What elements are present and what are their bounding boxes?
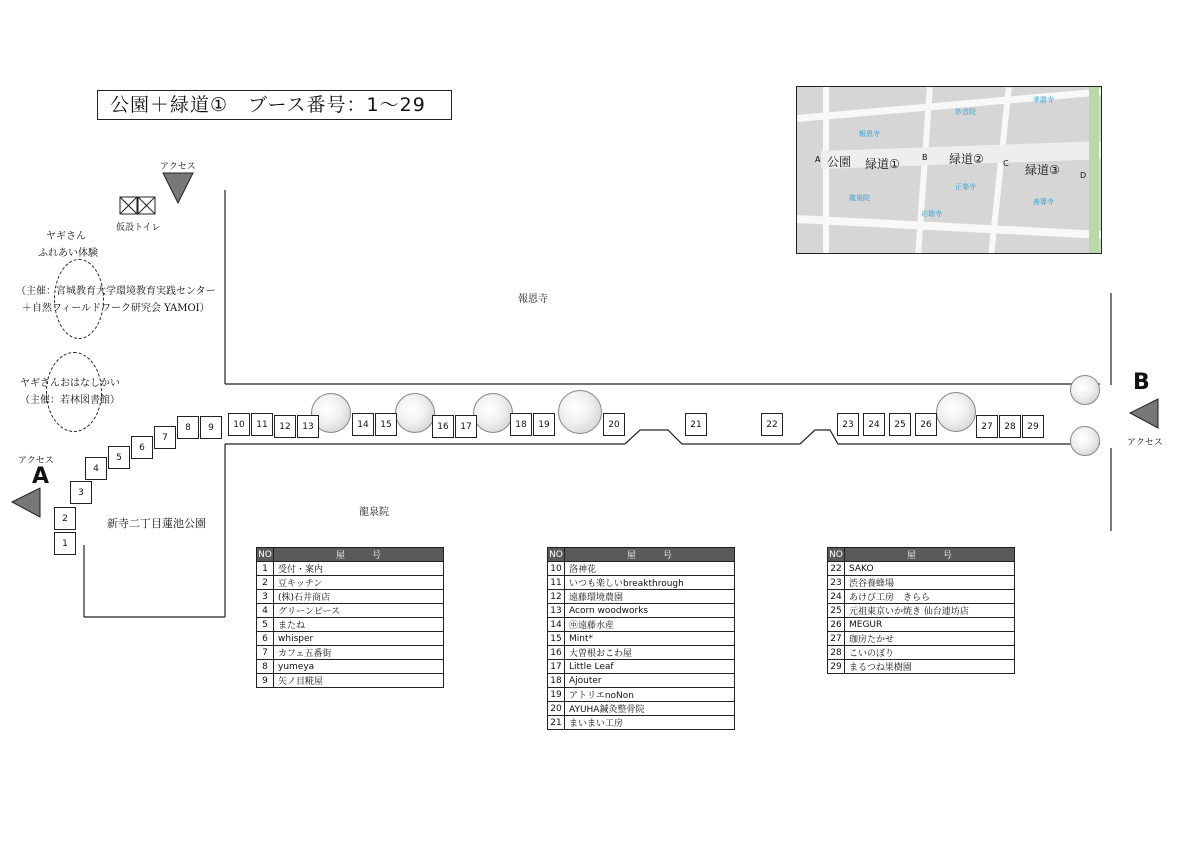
legend-header-no: NO <box>549 549 563 560</box>
legend-table-2 <box>547 547 735 730</box>
legend-row <box>548 646 735 660</box>
tree <box>558 390 602 434</box>
legend-shop-name: 珈房たかせ <box>845 632 1015 646</box>
booth-14[interactable]: 14 <box>352 413 374 436</box>
booth-29[interactable]: 29 <box>1022 415 1044 438</box>
legend-no: 9 <box>257 674 274 688</box>
booth-21[interactable]: 21 <box>685 413 707 436</box>
legend-row <box>548 716 735 730</box>
legend-no: 17 <box>548 660 565 674</box>
legend-row <box>828 632 1015 646</box>
booth-15[interactable]: 15 <box>375 413 397 436</box>
legend-no: 24 <box>828 590 845 604</box>
minimap-green1: 緑道① <box>865 157 900 171</box>
booth-1[interactable]: 1 <box>54 532 76 555</box>
booth-23[interactable]: 23 <box>837 413 859 436</box>
legend-shop-name: Mint* <box>565 632 735 646</box>
access-arrow-top <box>163 173 193 203</box>
legend-row <box>548 604 735 618</box>
legend-no: 12 <box>548 590 565 604</box>
legend-header-no: NO <box>258 549 272 560</box>
legend-row <box>257 590 444 604</box>
legend-shop-name: まるつね果樹園 <box>845 660 1015 674</box>
place-houonji: 報恩寺 <box>518 294 548 305</box>
booth-5[interactable]: 5 <box>108 446 130 469</box>
legend-header-name: 屋 号 <box>565 548 735 562</box>
booth-24[interactable]: 24 <box>863 413 885 436</box>
legend-no: 14 <box>548 618 565 632</box>
legend-header-name: 屋 号 <box>274 548 444 562</box>
booth-25[interactable]: 25 <box>889 413 911 436</box>
tree <box>936 392 976 432</box>
legend-shop-name: あけび工房 きらら <box>845 590 1015 604</box>
legend-shop-name: MEGUR <box>845 618 1015 632</box>
booth-16[interactable]: 16 <box>432 415 454 438</box>
legend-row <box>828 562 1015 576</box>
legend-no: 26 <box>828 618 845 632</box>
legend-row <box>548 702 735 716</box>
legend-shop-name: こいのぼり <box>845 646 1015 660</box>
booth-17[interactable]: 17 <box>455 415 477 438</box>
booth-19[interactable]: 19 <box>533 413 555 436</box>
legend-no: 19 <box>548 688 565 702</box>
goat-event-line4: ＋自然フィールドワーク研究会 YAMOI） <box>22 303 210 314</box>
legend-shop-name: 元祖東京いか焼き 仙台連坊店 <box>845 604 1015 618</box>
legend-row <box>257 646 444 660</box>
legend-shop-name: カフェ五番街 <box>274 646 444 660</box>
area-minimap <box>796 86 1102 254</box>
legend-row <box>257 660 444 674</box>
place-ryusenin: 龍泉院 <box>359 507 389 518</box>
legend-row <box>257 674 444 688</box>
minimap-point-d: D <box>1080 171 1087 180</box>
legend-row <box>548 688 735 702</box>
minimap-green3: 緑道③ <box>1025 163 1060 177</box>
legend-shop-name: 豆キッチン <box>274 576 444 590</box>
legend-shop-name: またね <box>274 618 444 632</box>
tree <box>1070 426 1100 456</box>
legend-row <box>257 618 444 632</box>
legend-row <box>257 562 444 576</box>
legend-row <box>828 660 1015 674</box>
booth-28[interactable]: 28 <box>999 415 1021 438</box>
legend-shop-name: 大曽根おこわ屋 <box>565 646 735 660</box>
tree <box>473 393 513 433</box>
legend-no: 2 <box>257 576 274 590</box>
booth-8[interactable]: 8 <box>177 416 199 439</box>
legend-row <box>548 590 735 604</box>
minimap-park: 公園 <box>827 155 852 169</box>
booth-27[interactable]: 27 <box>976 415 998 438</box>
booth-4[interactable]: 4 <box>85 457 107 480</box>
legend-header-row <box>257 548 444 562</box>
legend-shop-name: Little Leaf <box>565 660 735 674</box>
access-arrow-b <box>1130 399 1158 428</box>
legend-no: 22 <box>828 562 845 576</box>
legend-no: 16 <box>548 646 565 660</box>
legend-no: 29 <box>828 660 845 674</box>
legend-no: 28 <box>828 646 845 660</box>
legend-no: 25 <box>828 604 845 618</box>
minimap-point-b: B <box>922 153 928 162</box>
booth-12[interactable]: 12 <box>274 415 296 438</box>
booth-3[interactable]: 3 <box>70 481 92 504</box>
booth-26[interactable]: 26 <box>915 413 937 436</box>
legend-shop-name: ㊥遠藤水産 <box>565 618 735 632</box>
minimap-temple: 応瑞寺 <box>921 210 942 218</box>
legend-no: 10 <box>548 562 565 576</box>
legend-row <box>828 576 1015 590</box>
minimap-temple: 善導寺 <box>1033 198 1054 206</box>
goat-story-line1: ヤギさんおはなしかい <box>20 378 120 389</box>
legend-no: 7 <box>257 646 274 660</box>
access-label-top: アクセス <box>160 162 196 172</box>
legend-no: 6 <box>257 632 274 646</box>
booth-6[interactable]: 6 <box>131 436 153 459</box>
legend-no: 1 <box>257 562 274 576</box>
legend-row <box>548 632 735 646</box>
legend-no: 13 <box>548 604 565 618</box>
legend-header-row <box>828 548 1015 562</box>
booth-10[interactable]: 10 <box>228 413 250 436</box>
legend-shop-name: まいまい工房 <box>565 716 735 730</box>
booth-11[interactable]: 11 <box>251 413 273 436</box>
minimap-point-a: A <box>815 155 821 164</box>
legend-shop-name: SAKO <box>845 562 1015 576</box>
legend-no: 5 <box>257 618 274 632</box>
legend-row <box>257 632 444 646</box>
tree <box>1070 375 1100 405</box>
legend-row <box>548 576 735 590</box>
legend-row <box>828 590 1015 604</box>
legend-no: 15 <box>548 632 565 646</box>
legend-shop-name: AYUHA鍼灸整骨院 <box>565 702 735 716</box>
legend-header-row <box>548 548 735 562</box>
legend-row <box>548 660 735 674</box>
booth-7[interactable]: 7 <box>154 426 176 449</box>
minimap-temple: 正楽寺 <box>955 183 976 191</box>
point-b-label: B <box>1133 370 1150 395</box>
booth-20[interactable]: 20 <box>603 413 625 436</box>
place-park: 新寺二丁目蓮池公園 <box>107 517 206 530</box>
legend-table-3 <box>827 547 1015 674</box>
legend-row <box>257 604 444 618</box>
legend-header-name: 屋 号 <box>845 548 1015 562</box>
legend-no: 3 <box>257 590 274 604</box>
legend-shop-name: whisper <box>274 632 444 646</box>
legend-shop-name: いつも楽しいbreakthrough <box>565 576 735 590</box>
legend-shop-name: 遠藤環境農園 <box>565 590 735 604</box>
goat-event-line3: （主催：宮城教育大学環境教育実践センター <box>16 286 216 297</box>
tree <box>395 393 435 433</box>
toilet-label: 仮設トイレ <box>116 223 161 233</box>
access-label-b: アクセス <box>1127 438 1163 448</box>
legend-shop-name: 渋谷養蜂場 <box>845 576 1015 590</box>
goat-event-line1: ヤギさん <box>46 231 86 242</box>
legend-shop-name: アトリエnoNon <box>565 688 735 702</box>
legend-no: 18 <box>548 674 565 688</box>
legend-row <box>548 618 735 632</box>
booth-13[interactable]: 13 <box>297 415 319 438</box>
legend-no: 27 <box>828 632 845 646</box>
legend-shop-name: Acorn woodworks <box>565 604 735 618</box>
booth-22[interactable]: 22 <box>761 413 783 436</box>
legend-no: 11 <box>548 576 565 590</box>
minimap-point-c: C <box>1003 159 1009 168</box>
legend-row <box>257 576 444 590</box>
booth-9[interactable]: 9 <box>200 416 222 439</box>
goat-event-line2: ふれあい体験 <box>38 248 98 259</box>
legend-row <box>828 646 1015 660</box>
minimap-temple: 報恩寺 <box>859 130 880 138</box>
access-arrow-a <box>12 488 40 517</box>
booth-18[interactable]: 18 <box>510 413 532 436</box>
legend-no: 8 <box>257 660 274 674</box>
minimap-temple: 龍泉院 <box>849 194 870 202</box>
access-label-a: アクセス <box>18 456 54 466</box>
legend-row <box>828 618 1015 632</box>
minimap-temple: 孝勝寺 <box>1033 96 1054 104</box>
legend-shop-name: 洛神花 <box>565 562 735 576</box>
legend-no: 21 <box>548 716 565 730</box>
minimap-green2: 緑道② <box>949 152 984 166</box>
legend-header-no: NO <box>829 549 843 560</box>
legend-shop-name: 受付・案内 <box>274 562 444 576</box>
page-title: 公園＋緑道① ブース番号：1〜29 <box>97 90 452 120</box>
point-a-label: A <box>32 464 50 489</box>
legend-shop-name: yumeya <box>274 660 444 674</box>
legend-shop-name: グリーンピース <box>274 604 444 618</box>
legend-row <box>548 562 735 576</box>
legend-table-1 <box>256 547 444 688</box>
minimap-temple: 妙音院 <box>955 108 976 116</box>
legend-no: 4 <box>257 604 274 618</box>
legend-shop-name: 矢ノ目糀屋 <box>274 674 444 688</box>
booth-2[interactable]: 2 <box>54 507 76 530</box>
legend-shop-name: (株)石井商店 <box>274 590 444 604</box>
legend-row <box>548 674 735 688</box>
legend-no: 23 <box>828 576 845 590</box>
goat-story-line2: （主催：若林図書館） <box>20 395 120 406</box>
legend-shop-name: Ajouter <box>565 674 735 688</box>
legend-no: 20 <box>548 702 565 716</box>
legend-row <box>828 604 1015 618</box>
